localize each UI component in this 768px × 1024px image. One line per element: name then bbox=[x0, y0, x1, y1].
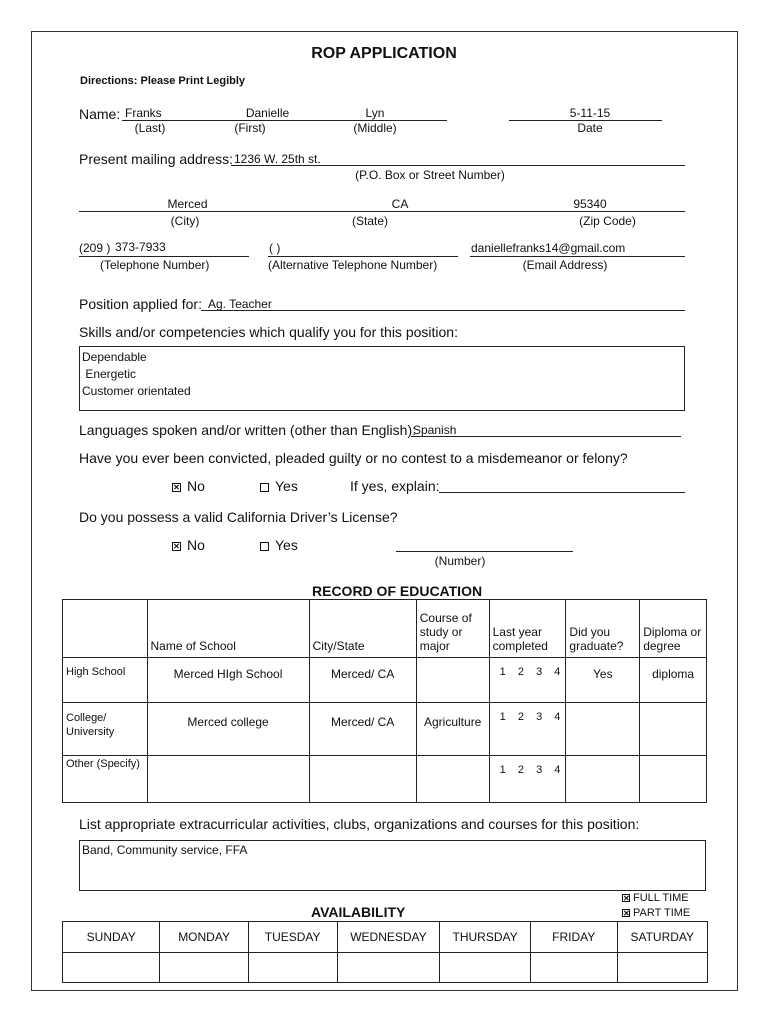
friday-hours-cell[interactable] bbox=[530, 953, 617, 983]
education-row-college bbox=[63, 703, 707, 756]
last-year-cell[interactable]: 1 2 3 4 bbox=[489, 658, 566, 703]
skills-box[interactable] bbox=[79, 346, 685, 411]
state-value[interactable]: CA bbox=[391, 197, 409, 211]
phone-line bbox=[79, 256, 249, 257]
course-cell[interactable] bbox=[416, 658, 489, 703]
day-sunday: SUNDAY bbox=[63, 922, 160, 953]
license-no-option[interactable] bbox=[172, 537, 205, 553]
last-year-cell[interactable]: 1 2 3 4 bbox=[489, 756, 566, 803]
city-state-cell[interactable]: Merced/ CA bbox=[309, 703, 416, 756]
day-tuesday: TUESDAY bbox=[248, 922, 337, 953]
checkbox-checked-icon[interactable] bbox=[172, 483, 181, 492]
conviction-no-label: No bbox=[187, 478, 205, 494]
city-value[interactable]: Merced bbox=[167, 197, 208, 211]
last-name-value[interactable]: Franks bbox=[125, 106, 162, 120]
course-cell[interactable] bbox=[416, 756, 489, 803]
school-name-cell[interactable]: Merced HIgh School bbox=[147, 658, 309, 703]
sunday-hours-cell[interactable] bbox=[63, 953, 160, 983]
city-state-zip-line bbox=[79, 211, 685, 212]
education-header-row bbox=[63, 600, 707, 658]
skills-label: Skills and/or competencies which qualify you for this position: bbox=[79, 324, 458, 340]
extracurricular-label: List appropriate extracurricular activities, clubs, organizations and courses for this position: bbox=[79, 816, 640, 832]
checkbox-empty-icon[interactable] bbox=[260, 542, 269, 551]
availability-title: AVAILABILITY bbox=[311, 904, 406, 920]
explain-line[interactable] bbox=[439, 492, 685, 493]
last-year-cell[interactable]: 1 2 3 4 bbox=[489, 703, 566, 756]
row-type: College/ University bbox=[63, 703, 148, 756]
alt-phone-line bbox=[268, 256, 458, 257]
license-number-caption: (Number) bbox=[434, 554, 486, 568]
graduated-cell[interactable] bbox=[566, 756, 640, 803]
diploma-cell[interactable] bbox=[640, 756, 707, 803]
part-time-label: PART TIME bbox=[633, 907, 691, 919]
address-label: Present mailing address: bbox=[79, 151, 234, 167]
graduated-cell[interactable] bbox=[566, 703, 640, 756]
row-type: High School bbox=[63, 658, 148, 703]
checkbox-checked-icon[interactable] bbox=[622, 894, 630, 902]
day-wednesday: WEDNESDAY bbox=[337, 922, 440, 953]
header-last-year: Last year completed bbox=[489, 600, 566, 658]
street-caption: (P.O. Box or Street Number) bbox=[355, 168, 505, 182]
full-time-option[interactable] bbox=[622, 892, 689, 904]
position-label: Position applied for: bbox=[79, 296, 202, 312]
wednesday-hours-cell[interactable] bbox=[337, 953, 440, 983]
course-cell[interactable]: Agriculture bbox=[416, 703, 489, 756]
availability-table bbox=[62, 921, 708, 983]
header-school: Name of School bbox=[147, 600, 309, 658]
school-name-cell[interactable] bbox=[147, 756, 309, 803]
thursday-hours-cell[interactable] bbox=[440, 953, 531, 983]
checkbox-checked-icon[interactable] bbox=[172, 542, 181, 551]
date-caption: Date bbox=[577, 121, 603, 135]
diploma-cell[interactable]: diploma bbox=[640, 658, 707, 703]
header-city: City/State bbox=[309, 600, 416, 658]
last-caption: (Last) bbox=[134, 121, 166, 135]
day-thursday: THURSDAY bbox=[440, 922, 531, 953]
zip-value[interactable]: 95340 bbox=[573, 197, 607, 211]
license-no-label: No bbox=[187, 537, 205, 553]
license-number-line[interactable] bbox=[396, 551, 573, 552]
skills-line-3: Customer orientated bbox=[82, 384, 191, 398]
availability-days-row bbox=[63, 922, 708, 953]
extracurricular-box[interactable] bbox=[79, 840, 706, 891]
checkbox-empty-icon[interactable] bbox=[260, 483, 269, 492]
part-time-option[interactable] bbox=[622, 907, 690, 919]
explain-label: If yes, explain: bbox=[350, 478, 440, 494]
phone-caption: (Telephone Number) bbox=[100, 258, 210, 272]
first-name-value[interactable]: Danielle bbox=[245, 106, 290, 120]
conviction-yes-option[interactable] bbox=[260, 478, 298, 494]
diploma-cell[interactable] bbox=[640, 703, 707, 756]
availability-entry-row bbox=[63, 953, 708, 983]
license-question: Do you possess a valid California Driver’s License? bbox=[79, 509, 398, 525]
header-graduate: Did you graduate? bbox=[566, 600, 640, 658]
day-saturday: SATURDAY bbox=[617, 922, 707, 953]
row-type: Other (Specify) bbox=[63, 756, 148, 803]
skills-line-2: Energetic bbox=[82, 367, 137, 381]
phone-area[interactable]: (209 ) bbox=[79, 241, 111, 255]
education-table bbox=[62, 599, 707, 803]
header-diploma: Diploma or degree bbox=[640, 600, 707, 658]
middle-caption: (Middle) bbox=[353, 121, 397, 135]
position-value[interactable]: Ag. Teacher bbox=[208, 297, 272, 311]
graduated-cell[interactable]: Yes bbox=[566, 658, 640, 703]
city-state-cell[interactable] bbox=[309, 756, 416, 803]
license-yes-label: Yes bbox=[275, 537, 298, 553]
day-friday: FRIDAY bbox=[530, 922, 617, 953]
school-name-cell[interactable]: Merced college bbox=[147, 703, 309, 756]
alt-phone-value[interactable]: ( ) bbox=[269, 241, 281, 255]
date-value[interactable]: 5-11-15 bbox=[569, 106, 611, 120]
extracurricular-value: Band, Community service, FFA bbox=[82, 843, 248, 857]
email-line bbox=[470, 256, 685, 257]
saturday-hours-cell[interactable] bbox=[617, 953, 707, 983]
license-yes-option[interactable] bbox=[260, 537, 298, 553]
email-value[interactable]: daniellefranks14@gmail.com bbox=[471, 241, 626, 255]
day-monday: MONDAY bbox=[160, 922, 248, 953]
education-row-other bbox=[63, 756, 707, 803]
header-blank bbox=[63, 600, 148, 658]
email-caption: (Email Address) bbox=[522, 258, 608, 272]
header-course: Course of study or major bbox=[416, 600, 489, 658]
phone-value[interactable]: 373-7933 bbox=[115, 240, 166, 254]
checkbox-checked-icon[interactable] bbox=[622, 909, 630, 917]
first-caption: (First) bbox=[234, 121, 266, 135]
skills-line-1: Dependable bbox=[82, 350, 147, 364]
form-title: ROP APPLICATION bbox=[311, 45, 457, 62]
full-time-label: FULL TIME bbox=[633, 892, 689, 904]
street-value[interactable]: 1236 W. 25th st. bbox=[234, 152, 321, 166]
education-row-high-school bbox=[63, 658, 707, 703]
alt-phone-caption: (Alternative Telephone Number) bbox=[268, 258, 438, 272]
city-state-cell[interactable]: Merced/ CA bbox=[309, 658, 416, 703]
middle-name-value[interactable]: Lyn bbox=[365, 106, 385, 120]
education-title: RECORD OF EDUCATION bbox=[312, 583, 483, 599]
city-caption: (City) bbox=[170, 214, 200, 228]
state-caption: (State) bbox=[351, 214, 388, 228]
monday-hours-cell[interactable] bbox=[160, 953, 248, 983]
conviction-no-option[interactable] bbox=[172, 478, 205, 494]
tuesday-hours-cell[interactable] bbox=[248, 953, 337, 983]
conviction-yes-label: Yes bbox=[275, 478, 298, 494]
languages-value[interactable]: Spanish bbox=[413, 423, 457, 437]
name-label: Name: bbox=[79, 106, 121, 122]
directions: Directions: Please Print Legibly bbox=[80, 75, 246, 87]
zip-caption: (Zip Code) bbox=[579, 214, 636, 228]
position-line bbox=[201, 310, 685, 311]
conviction-question: Have you ever been convicted, pleaded guilty or no contest to a misdemeanor or felony? bbox=[79, 450, 628, 466]
languages-label: Languages spoken and/or written (other than English): bbox=[79, 422, 416, 438]
